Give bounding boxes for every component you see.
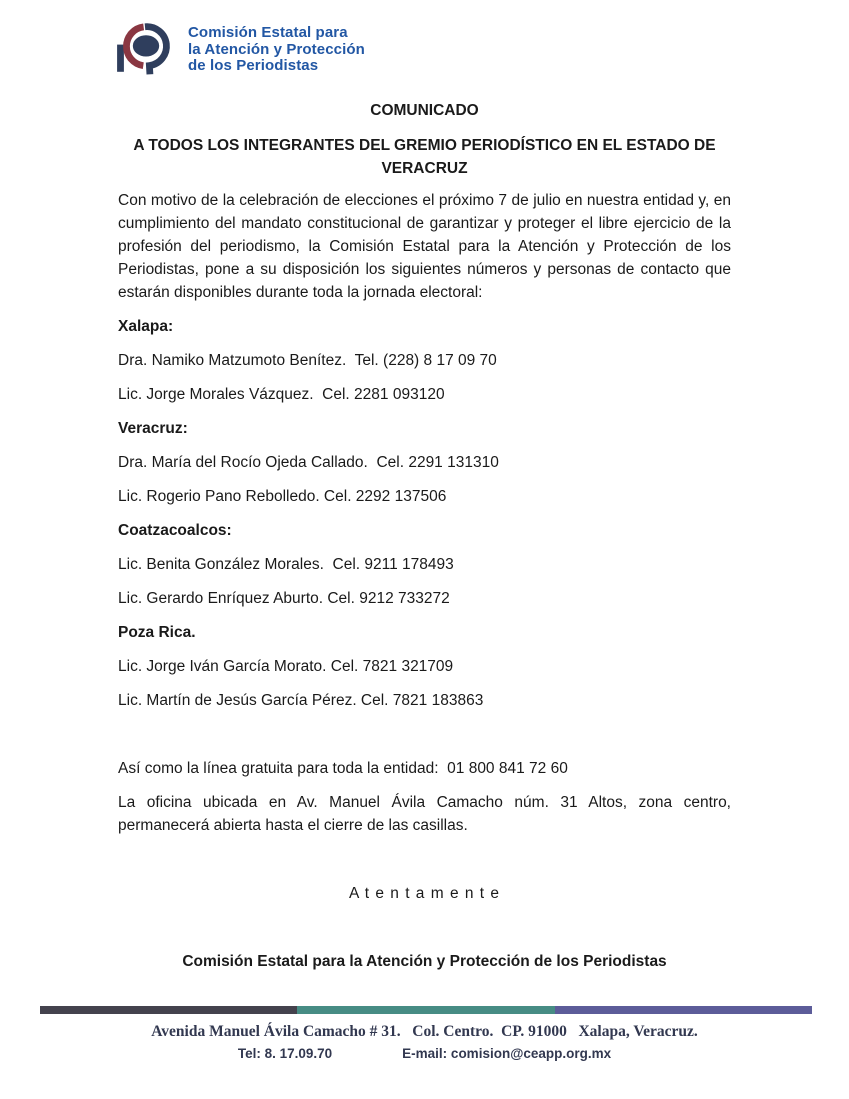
contact-line: Dra. María del Rocío Ojeda Callado. Cel. 2291 131310 [118,454,499,471]
contact-line: Lic. Gerardo Enríquez Aburto. Cel. 9212 733272 [118,590,450,607]
org-name-line: la Atención y Protección [188,40,365,58]
hotline-line: Así como la línea gratuita para toda la entidad: 01 800 841 72 60 [118,760,568,777]
footer-address: Avenida Manuel Ávila Camacho # 31. Col. Centro. CP. 91000 Xalapa, Veracruz. [151,1023,698,1040]
blank-space [118,916,731,950]
contact-line: Lic. Jorge Morales Vázquez. Cel. 2281 093120 [118,386,445,403]
contact-line: Lic. Rogerio Pano Rebolledo. Cel. 2292 137506 [118,488,447,505]
contact-line: Dra. Namiko Matzumoto Benítez. Tel. (228) 8 17 09 70 [118,352,497,369]
footer-bar-segment-teal [297,1006,554,1014]
footer-bar-segment-purple [555,1006,812,1014]
footer-phone: Tel: 8. 17.09.70 [237,1046,333,1061]
org-logo-icon [112,14,180,82]
letterhead [112,14,731,84]
city-heading-xalapa: Xalapa: [118,318,174,335]
org-name-line: de los Periodistas [188,57,319,74]
footer-divider-bar [40,1006,812,1014]
heading-line-1: A TODOS LOS INTEGRANTES DEL GREMIO PERIODÍSTICO EN EL ESTADO DE [133,137,716,154]
footer-bar-segment-dark [40,1006,297,1014]
intro-paragraph: Con motivo de la celebración de elecciones el próximo 7 de julio en nuestra entidad y, en cumplimiento del mandato constitucional de garantizar y proteger el libre ejercicio de la profesión del periodismo, la Comisión Estatal para la Atención y Protección de los Periodistas, pone a su disposición los siguientes números y personas de contacto que estarán disponibles durante toda la jornada electoral: [118,192,731,301]
org-name-line: Comisión Estatal para [188,24,348,41]
logo-stem [117,45,124,72]
contact-line: Lic. Jorge Iván García Morato. Cel. 7821 321709 [118,658,454,675]
city-heading-veracruz: Veracruz: [118,420,188,437]
blank-space [118,848,731,882]
blank-space [118,723,731,757]
office-note: La oficina ubicada en Av. Manuel Ávila Camacho núm. 31 Altos, zona centro, permanecerá abierta hasta el cierre de las casillas. [118,794,731,834]
city-heading-coatzacoalcos: Coatzacoalcos: [118,522,232,539]
signature-org-name: Comisión Estatal para la Atención y Protección de los Periodistas [182,953,667,970]
footer [0,1022,849,1064]
logo-center-ellipse [133,35,159,56]
document-content [118,0,731,984]
closing-atentamente: A t e n t a m e n t e [348,885,501,902]
contact-line: Lic. Benita González Morales. Cel. 9211 178493 [118,556,454,573]
document-heading [118,134,731,180]
footer-contact-line [0,1044,849,1064]
contact-line: Lic. Martín de Jesús García Pérez. Cel. 7821 183863 [118,692,484,709]
footer-email: E-mail: comision@ceapp.org.mx [402,1046,612,1061]
document-title: COMUNICADO [370,102,479,119]
city-heading-poza-rica: Poza Rica. [118,624,196,641]
org-logo-text [188,14,365,75]
heading-line-2: VERACRUZ [381,160,468,177]
